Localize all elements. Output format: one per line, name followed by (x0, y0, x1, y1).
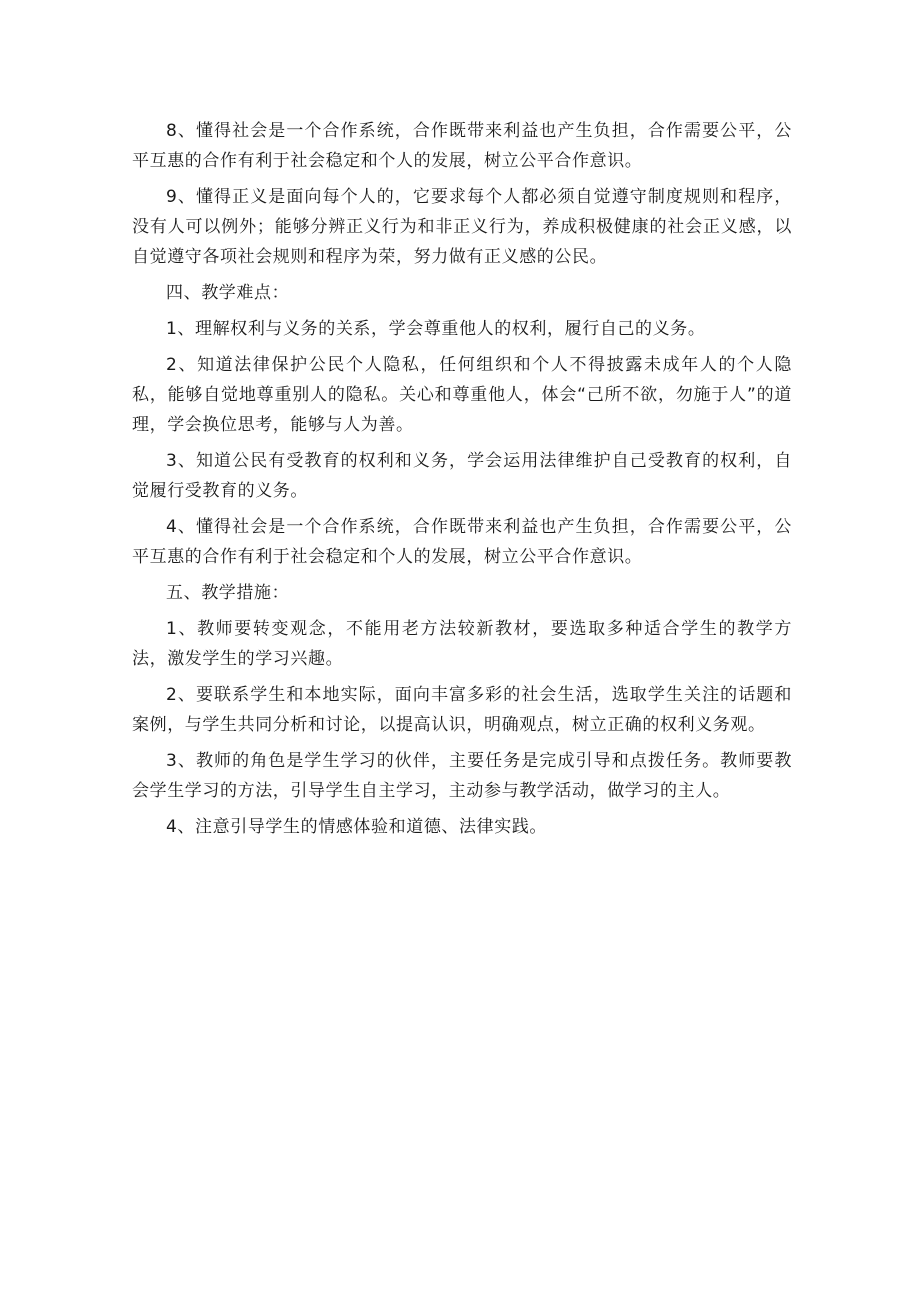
paragraph-difficulty-1: 1、理解权利与义务的关系，学会尊重他人的权利，履行自己的义务。 (166, 319, 706, 339)
paragraph-measure-1: 1、教师要转变观念，不能用老方法较新教材，要选取多种适合学生的教学方法，激发学生的学习兴趣。 (132, 619, 792, 669)
paragraph-difficulty-4: 4、懂得社会是一个合作系统，合作既带来利益也产生负担，合作需要公平，公平互惠的合作有利于社会稳定和个人的发展，树立公平合作意识。 (132, 517, 792, 567)
paragraph-goal-8: 8、懂得社会是一个合作系统，合作既带来利益也产生负担，合作需要公平，公平互惠的合作有利于社会稳定和个人的发展，树立公平合作意识。 (132, 121, 792, 171)
paragraph-measure-2: 2、要联系学生和本地实际，面向丰富多彩的社会生活，选取学生关注的话题和案例，与学生共同分析和讨论，以提高认识，明确观点，树立正确的权利义务观。 (132, 685, 792, 735)
paragraph-difficulty-3: 3、知道公民有受教育的权利和义务，学会运用法律维护自己受教育的权利，自觉履行受教育的义务。 (132, 451, 792, 501)
paragraph-measure-4: 4、注意引导学生的情感体验和道德、法律实践。 (166, 817, 548, 837)
document-body (132, 116, 792, 848)
section-heading-difficulties: 四、教学难点： (166, 283, 290, 303)
paragraph-difficulty-2: 2、知道法律保护公民个人隐私，任何组织和个人不得披露未成年人的个人隐私，能够自觉地尊重别人的隐私。关心和尊重他人，体会“己所不欲，勿施于人”的道理，学会换位思考，能够与人为善。 (132, 355, 792, 435)
paragraph-goal-9: 9、懂得正义是面向每个人的，它要求每个人都必须自觉遵守制度规则和程序，没有人可以例外；能够分辨正义行为和非正义行为，养成积极健康的社会正义感，以自觉遵守各项社会规则和程序为荣，努力做有正义感的公民。 (132, 187, 792, 267)
paragraph-measure-3: 3、教师的角色是学生学习的伙伴，主要任务是完成引导和点拨任务。教师要教会学生学习的方法，引导学生自主学习，主动参与教学活动，做学习的主人。 (132, 751, 792, 801)
section-heading-measures: 五、教学措施： (166, 583, 290, 603)
